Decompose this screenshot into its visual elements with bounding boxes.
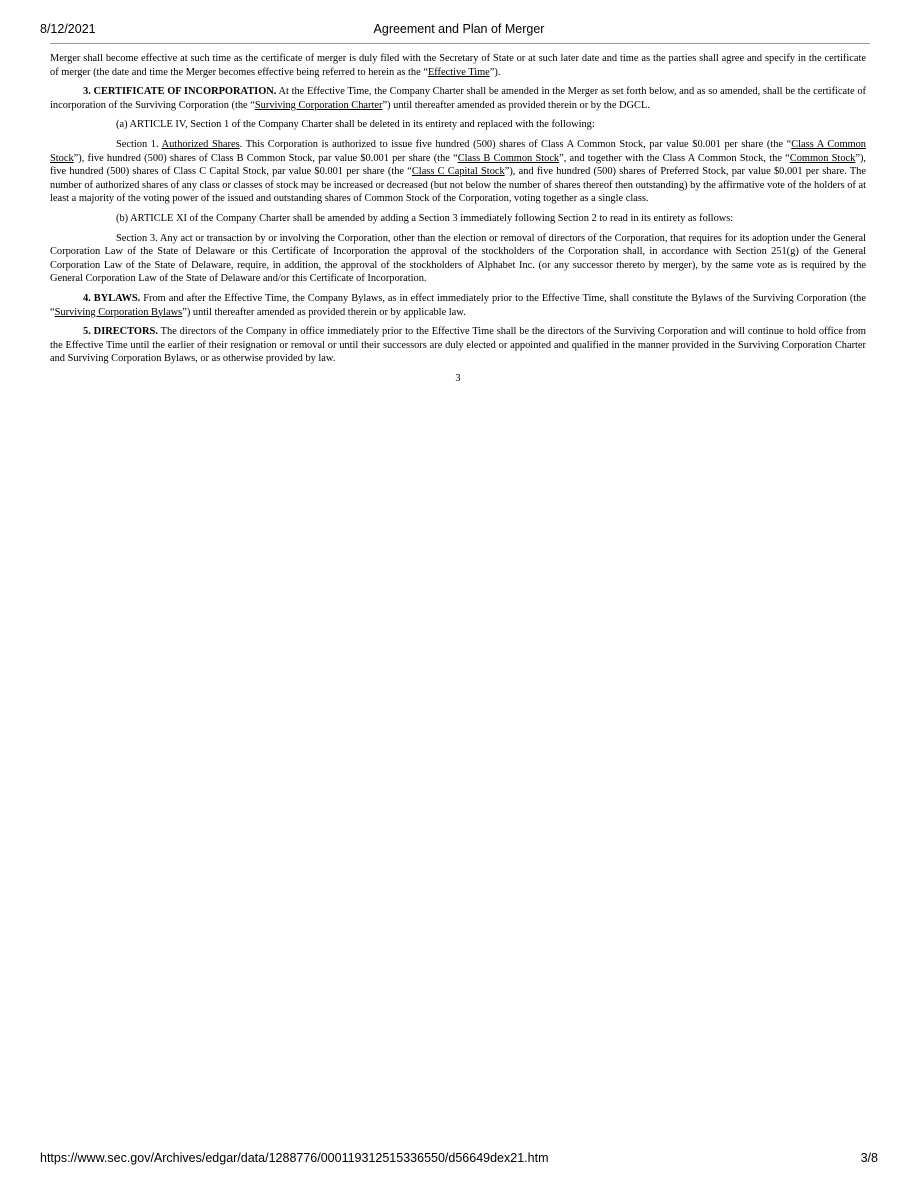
paragraph-article-xi: (b) ARTICLE XI of the Company Charter shall be amended by adding a Section 3 immediately following Section 2 to read in its entirety as follows: [116, 212, 734, 224]
defined-term-surviving-corporation-charter: Surviving Corporation Charter [254, 99, 383, 111]
print-page-indicator: 3/8 [860, 1151, 878, 1165]
defined-term-class-c-capital-stock: Class C Capital Stock [411, 166, 505, 178]
paragraph-section-3: Section 3. Any act or transaction by or involving the Corporation, other than the election or removal of directors of the Corporation, that requires for its adoption under the General Corporation Law of the State of Delaware or this Certificate of Incorporation the approval of the stockholders of the Corporation shall, in accordance with Section 251(g) of the General Corporation Law of the State of Delaware, require, in addition, the approval of the stockholders of Alphabet Inc. (or any successor thereto by merger), by the same vote as is required by the General Corporation Law of the State of Delaware and/or this Certificate of Incorporation. [50, 232, 866, 285]
paragraph-effective-time: Merger shall become effective at such time as the certificate of merger is duly filed with the Secretary of State or at such later date and time as the parties shall agree and specify in the certificate of merger (the date and time the Merger becomes effective being referred to herein as the “Effective Time”). [50, 53, 866, 78]
header-divider [50, 43, 870, 44]
print-date: 8/12/2021 [40, 22, 96, 36]
paragraph-authorized-shares: Section 1. Authorized Shares. This Corporation is authorized to issue five hundred (500) shares of Class A Common Stock, par value $0.001 per share (the “Class A Common Stock”), five hundred (500) shares of Class B Common Stock, par value $0.001 per share (the “Class B Common Stock”, and together with the Class A Common Stock, the “Common Stock”), five hundred (500) shares of Class C Capital Stock, par value $0.001 per share (the “Class C Capital Stock”), and five hundred (500) shares of Preferred Stock, par value $0.001 per share. The number of authorized shares of any class or classes of stock may be increased or decreased (but not below the number of shares thereof then outstanding) by the affirmative vote of the holders of at least a majority of the voting power of the issued and outstanding shares of Common Stock of the Corporation, voting together as a single class. [50, 138, 867, 205]
print-footer [40, 1151, 878, 1169]
source-url: https://www.sec.gov/Archives/edgar/data/1288776/000119312515336550/d56649dex21.htm [40, 1151, 549, 1165]
document-body [50, 52, 866, 385]
section-5-directors: 5. DIRECTORS. The directors of the Company in office immediately prior to the Effective Time shall be the directors of the Surviving Corporation and will continue to hold office from the Effective Time until the earlier of their resignation or removal or until their successors are duly elected or appointed and qualified in the manner provided in the Surviving Corporation Charter and Surviving Corporation Bylaws, or as otherwise provided by law. [50, 326, 866, 365]
section-3-certificate-of-incorporation: 3. CERTIFICATE OF INCORPORATION. At the Effective Time, the Company Charter shall be amended in the Merger as set forth below, and as so amended, shall be the certificate of incorporation of the Surviving Corporation (the “Surviving Corporation Charter”) until thereafter amended as provided therein or by the DGCL. [50, 86, 866, 111]
defined-term-class-b-common-stock: Class B Common Stock [457, 152, 560, 164]
page-title: Agreement and Plan of Merger [373, 22, 545, 36]
section-heading: 5. DIRECTORS. [83, 326, 158, 338]
document-page-number: 3 [455, 372, 461, 384]
defined-term-authorized-shares: Authorized Shares [161, 138, 240, 150]
section-heading: 3. CERTIFICATE OF INCORPORATION. [83, 86, 277, 98]
section-heading: 4. BYLAWS. [83, 292, 141, 304]
defined-term-class-a-common-stock: Class A Common Stock [50, 138, 867, 164]
print-header [40, 22, 878, 42]
defined-term-common-stock: Common Stock [789, 152, 856, 164]
defined-term-surviving-corporation-bylaws: Surviving Corporation Bylaws [54, 306, 183, 318]
paragraph-article-iv: (a) ARTICLE IV, Section 1 of the Company Charter shall be deleted in its entirety and replaced with the following: [116, 119, 595, 131]
defined-term-effective-time: Effective Time [427, 66, 490, 78]
section-4-bylaws: 4. BYLAWS. From and after the Effective Time, the Company Bylaws, as in effect immediately prior to the Effective Time, shall constitute the Bylaws of the Surviving Corporation (the “Surviving Corporation Bylaws”) until thereafter amended as provided therein or by applicable law. [50, 292, 866, 318]
